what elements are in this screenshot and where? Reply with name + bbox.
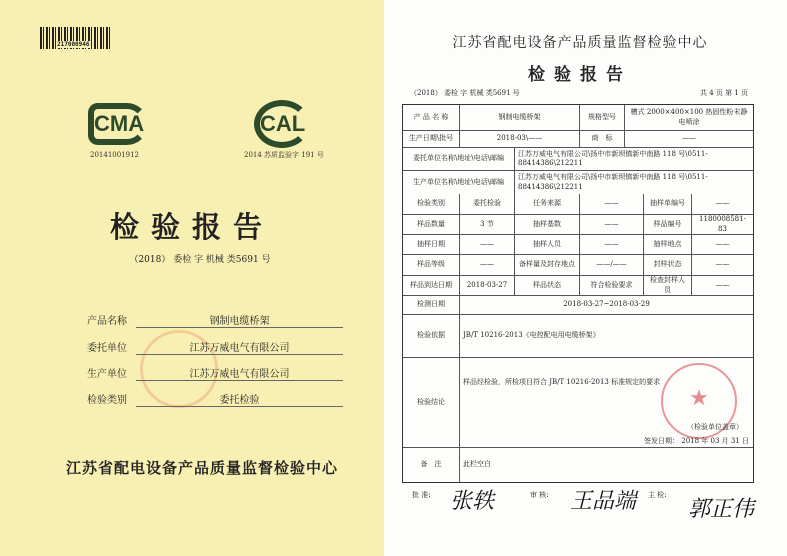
table-row: 检验依据 JB/T 10216-2013《电控配电用电缆桥架》: [403, 314, 753, 357]
inspector-signature: 郭正伟: [688, 497, 755, 522]
grid-value: ——: [579, 235, 643, 254]
table-row: [403, 254, 753, 275]
cover-field-product: 产品名称 钢制电缆桥架: [87, 312, 343, 330]
grid-label: 抽样日期: [417, 239, 445, 248]
grid-label: 样品到达日期: [410, 280, 452, 289]
report-org: 江苏省配电设备产品质量监督检验中心: [452, 35, 708, 51]
grid-label: 封样状态: [643, 255, 691, 275]
grid-label: 抽样地点: [643, 235, 691, 254]
grid-label: 抽样人员: [514, 235, 579, 254]
grid-value: ——: [579, 215, 643, 234]
cma-logo: CMA: [88, 103, 148, 145]
page-count: 共 4 页 第 1 页: [700, 89, 749, 97]
grid-label: 样品等级: [417, 260, 445, 269]
cal-number: 2014 苏质监验字 191 号: [244, 151, 324, 159]
grid-value: ——/——: [579, 255, 643, 275]
cover-field-type: 检验类别 委托检验: [87, 391, 343, 409]
grid-label: 任务来源: [514, 194, 579, 214]
grid-value: ——: [691, 235, 753, 254]
cal-logo: CAL: [254, 100, 310, 148]
table-row: 检测日期 2018-03-27~2018-03-29: [403, 295, 753, 314]
table-row: 生产单位名称\地址\电话\邮编 江苏万威电气有限公司\扬中市新坝镇新中南路 118 号\0511-88414386\212211: [403, 170, 753, 194]
table-row: 产 品 名 称 钢制电缆桥架 规格型号 槽式 2000×400×100 热固性粉末静电喷涂: [403, 105, 753, 130]
cover-field-maker: 生产单位 江苏万威电气有限公司: [87, 365, 343, 383]
grid-label: 抽样单编号: [643, 194, 691, 214]
approve-label: 批 准:: [412, 491, 431, 499]
grid-value: ——: [691, 194, 753, 214]
grid-label: 抽样基数: [514, 215, 579, 234]
report-ref: （2018） 委检 字 机械 类5691 号: [410, 89, 520, 97]
table-row: [403, 214, 753, 234]
grid-value: ——: [459, 235, 514, 254]
red-seal: ★: [661, 363, 737, 439]
review-label: 审 核:: [530, 491, 549, 499]
inspect-label: 主 检:: [648, 491, 667, 499]
table-row: 检验结论 样品经检验，所检项目符合 JB/T 10216-2013 标准规定的要求 ★ （检验单位盖章） 签发日期： 2018 年 03 月 31 日: [403, 357, 753, 447]
grid-label: 样品编号: [643, 215, 691, 234]
grid-label: 检查封样人员: [643, 276, 691, 295]
grid-value: ——: [691, 276, 753, 295]
table-row: 备 注 此栏空白: [403, 447, 753, 482]
grid-label: 备样量及封存地点: [514, 255, 579, 275]
grid-label: 检验类别: [417, 199, 445, 208]
issue-date: 签发日期： 2018 年 03 月 31 日: [644, 437, 749, 445]
report-title: 检验报告: [528, 65, 632, 85]
table-row: 委托单位名称\地址\电话\邮编 江苏万威电气有限公司\扬中市新坝镇新中南路 118 号\0511-88414386\212211: [403, 147, 753, 170]
barcode-number: 217000946: [57, 41, 90, 48]
cover-footer-org: 江苏省配电设备产品质量监督检验中心: [65, 459, 338, 477]
grid-value: ——: [459, 255, 514, 275]
table-row: [403, 194, 753, 214]
approver-signature: 张轶: [450, 489, 495, 514]
cma-number: 20141001912: [90, 151, 139, 159]
cover-title: 检验报告: [109, 210, 274, 244]
grid-label: 样品数量: [417, 219, 445, 228]
grid-value: 符合检验要求: [579, 276, 643, 295]
table-row: [403, 234, 753, 254]
cover-ref: （2018） 委检 字 机械 类5691 号: [129, 255, 271, 265]
grid-label: 样品状态: [514, 276, 579, 295]
cover-field-client: 委托单位 江苏万威电气有限公司: [87, 339, 343, 357]
grid-value: 1180008581-83: [691, 215, 753, 234]
report-table: [402, 104, 754, 483]
grid-value: ——: [691, 255, 753, 275]
grid-value: 3 节: [459, 215, 514, 234]
grid-value: ——: [579, 194, 643, 214]
seal-note: （检验单位盖章）: [687, 423, 743, 431]
table-row: 生产日期\批号 2018-03\—— 商 标 ——: [403, 130, 753, 147]
table-row: [403, 275, 753, 295]
grid-value: 委托检验: [459, 194, 514, 214]
reviewer-signature: 王品端: [570, 489, 637, 514]
grid-value: 2018-03-27: [459, 276, 514, 295]
